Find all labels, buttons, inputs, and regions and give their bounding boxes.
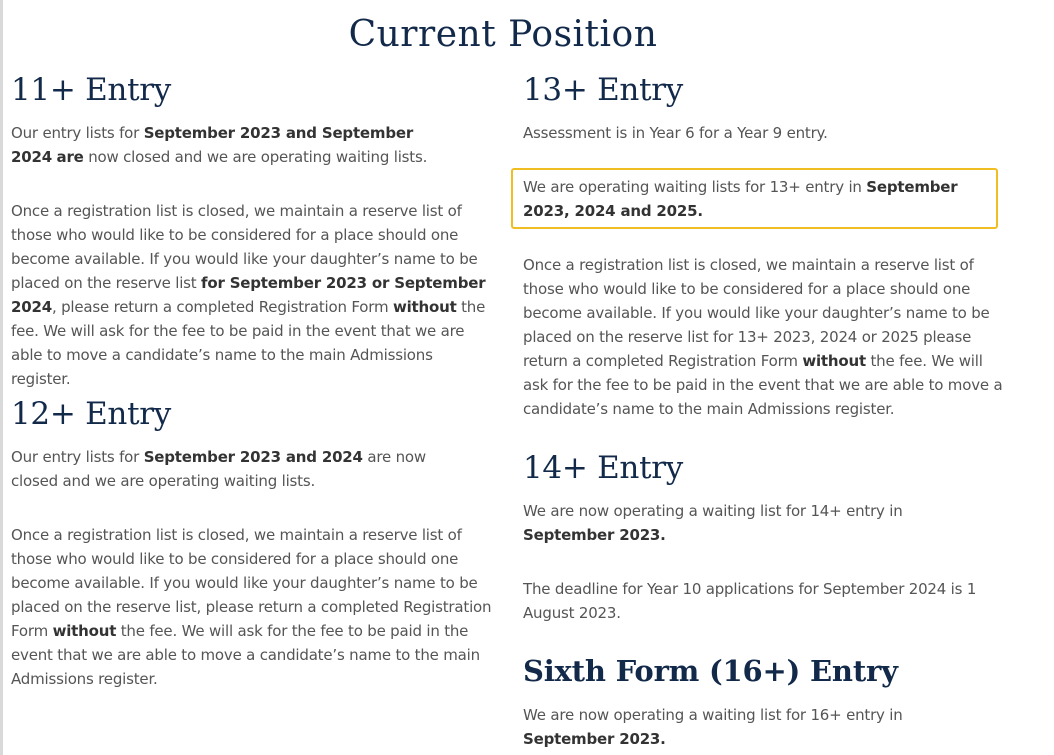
heading-13-plus-entry: 13+ Entry [523,72,683,108]
entry-13-highlight-box [511,168,998,229]
entry-16-waiting-list-text: We are now operating a waiting list for 16+ entry in September 2023. [523,706,903,748]
entry-12-reserve-list-text: Once a registration list is closed, we maintain a reserve list of those who would like to be considered for a place should one become available. If you would like your daughter’s name to be placed on the reserve list, please return a completed Registration Form without the fee. We will ask for the fee to be paid in the event that we are able to move a candidate’s name to the main Admissions register. [11,526,492,688]
entry-11-status-text: Our entry lists for September 2023 and September 2024 are now closed and we are operating waiting lists. [11,124,428,166]
page-title: Current Position [348,14,658,55]
heading-14-plus-entry: 14+ Entry [523,450,683,486]
heading-sixth-form-entry: Sixth Form (16+) Entry [523,654,898,688]
entry-13-assessment-text: Assessment is in Year 6 for a Year 9 entry. [523,124,828,142]
entry-14-deadline-text: The deadline for Year 10 applications for September 2024 is 1 August 2023. [523,580,977,622]
entry-13-reserve-list-text: Once a registration list is closed, we maintain a reserve list of those who would like to be considered for a place should one become available. If you would like your daughter’s name to be placed on the reserve list for 13+ 2023, 2024 or 2025 please return a completed Registration Form without the fee. We will ask for the fee to be paid in the event that we are able to move a candidate’s name to the main Admissions register. [523,256,1003,418]
page-edge-divider [0,0,3,755]
entry-11-reserve-list-text: Once a registration list is closed, we maintain a reserve list of those who would like to be considered for a place should one become available. If you would like your daughter’s name to be placed on the reserve list for September 2023 or September 2024, please return a completed Registration Form without the fee. We will ask for the fee to be paid in the event that we are able to move a candidate’s name to the main Admissions register. [11,202,486,388]
heading-12-plus-entry: 12+ Entry [11,396,171,432]
entry-14-waiting-list-text: We are now operating a waiting list for 14+ entry in September 2023. [523,502,903,544]
entry-13-waiting-list-highlight-text: We are operating waiting lists for 13+ entry in September 2023, 2024 and 2025. [523,178,958,220]
heading-11-plus-entry: 11+ Entry [11,72,171,108]
entry-12-status-text: Our entry lists for September 2023 and 2024 are now closed and we are operating waiting lists. [11,448,426,490]
